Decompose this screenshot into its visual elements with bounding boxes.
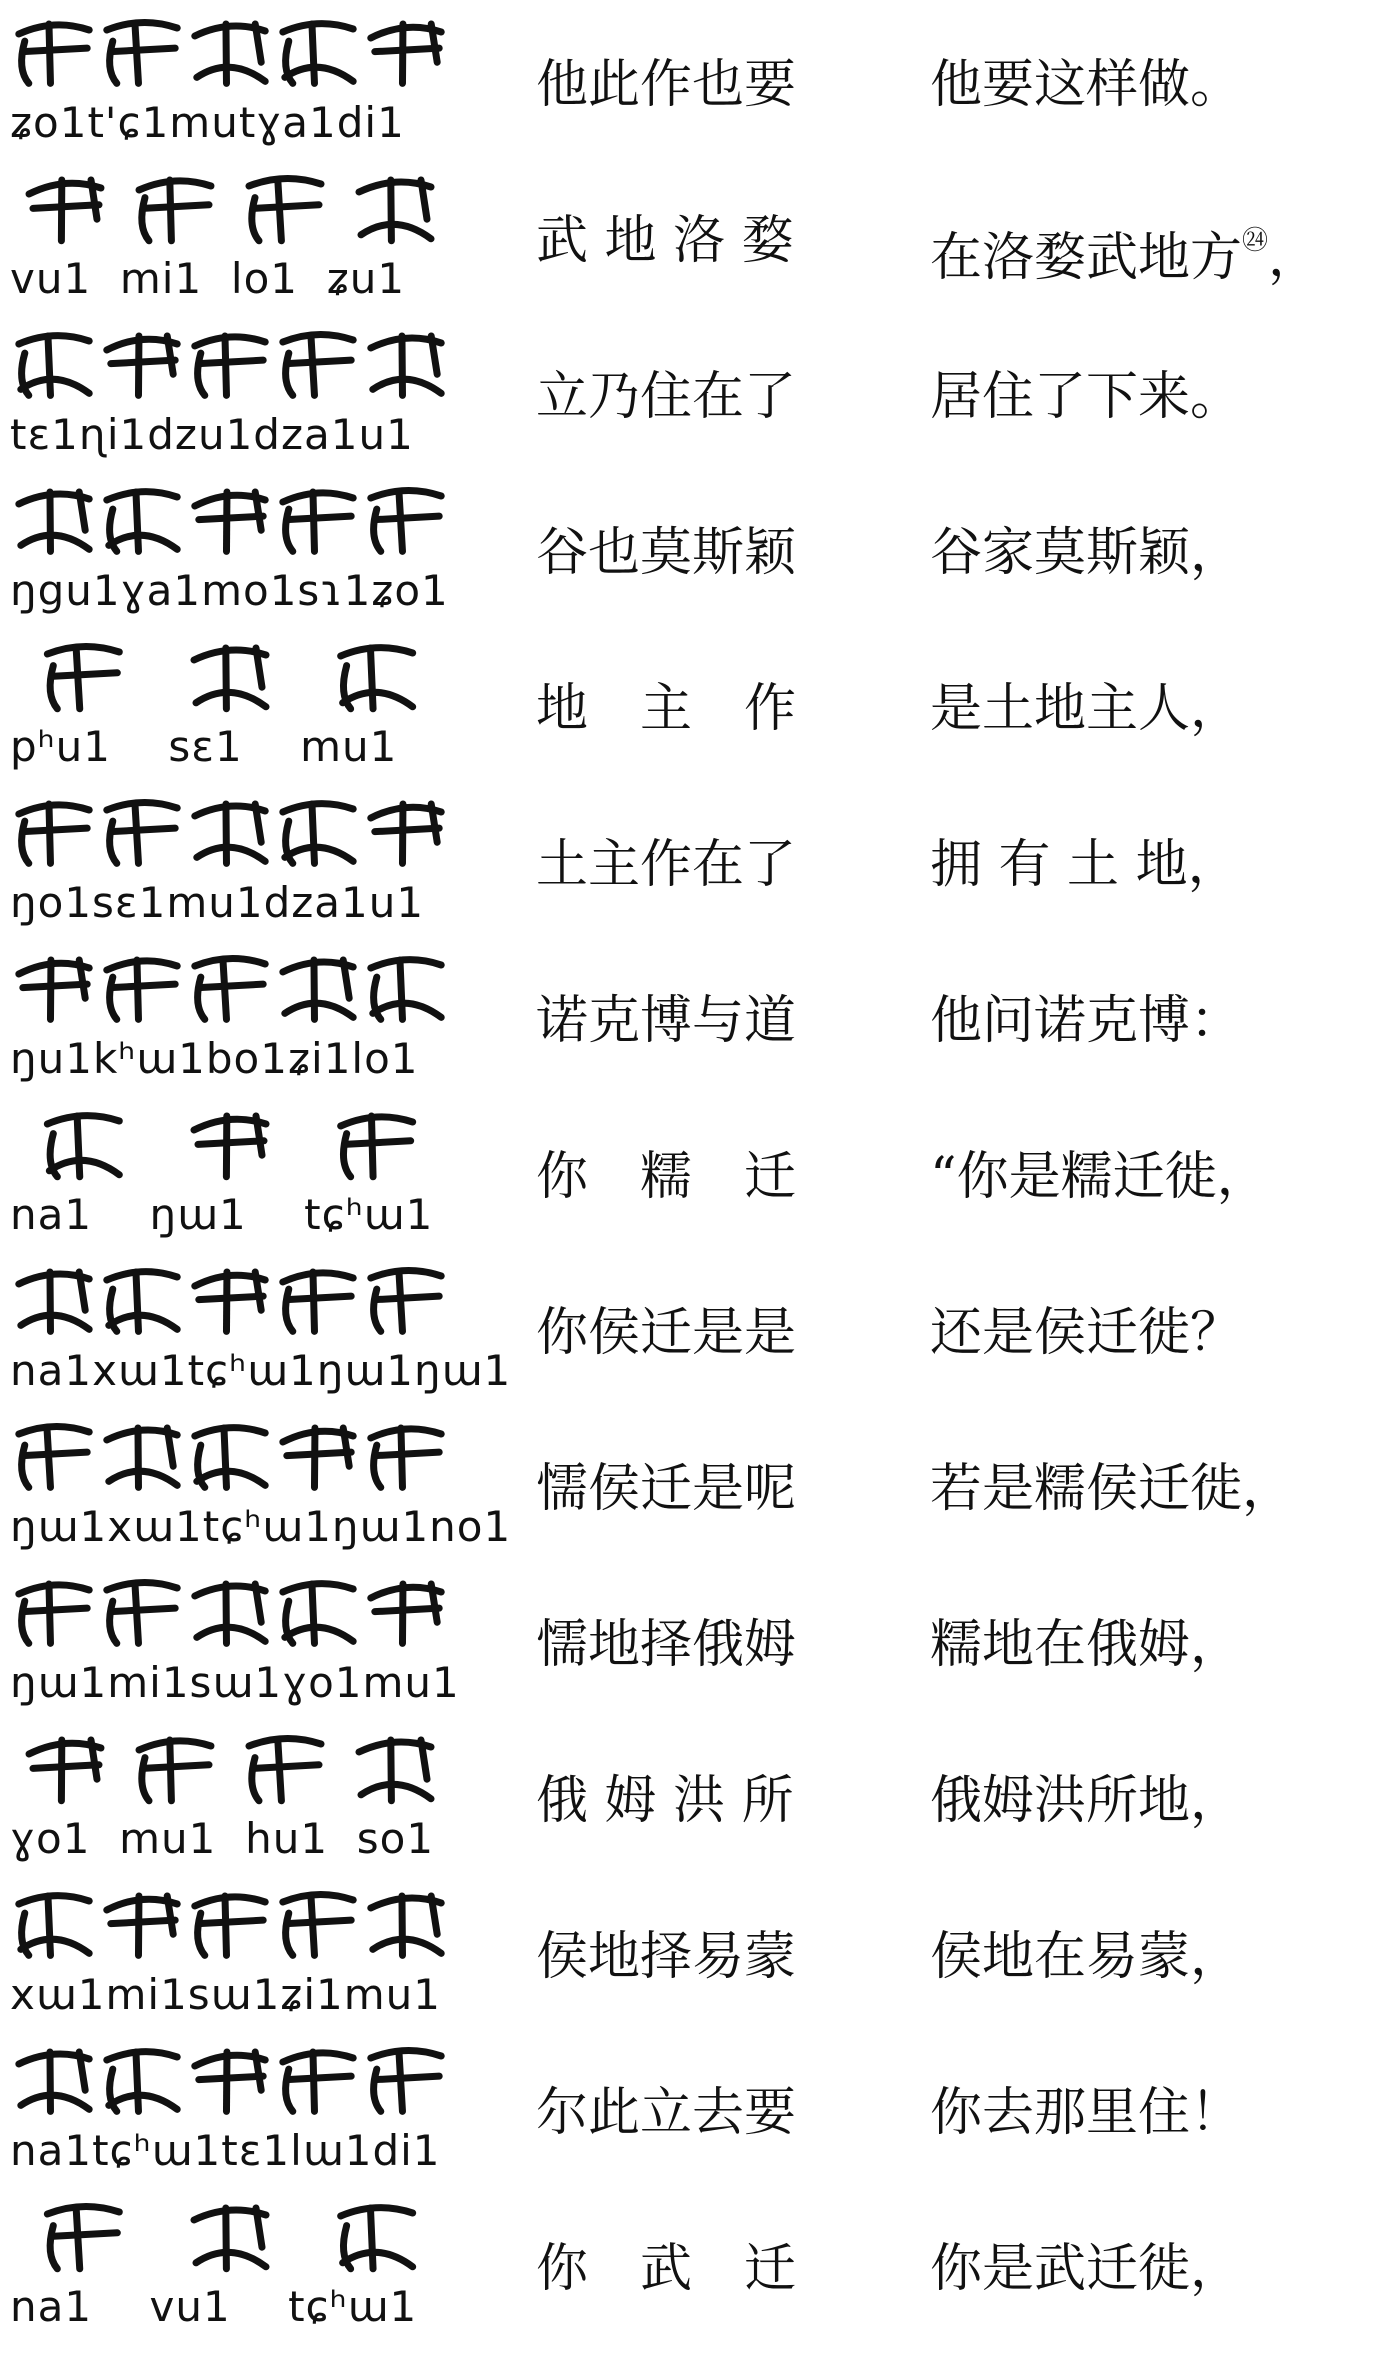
word-gloss: 地 主 作 bbox=[536, 679, 797, 739]
translation-text: 你是武迁徙， bbox=[930, 2239, 1243, 2299]
chinese-translation bbox=[930, 206, 1320, 293]
footnote-marker: ㉔ bbox=[1242, 226, 1269, 256]
text-row bbox=[0, 1570, 1384, 1728]
script-glyph bbox=[371, 1428, 441, 1487]
chinese-translation bbox=[930, 1922, 1242, 1992]
word-gloss: 诺克博与道 bbox=[536, 991, 797, 1051]
chinese-translation bbox=[930, 1454, 1294, 1524]
translation-text: 糯地在俄姆， bbox=[930, 1615, 1243, 1675]
script-glyph bbox=[371, 1584, 441, 1643]
script-glyph bbox=[107, 336, 177, 395]
script-glyph bbox=[249, 178, 321, 240]
word-gloss: 立乃住在了 bbox=[536, 367, 797, 427]
handwritten-script-line bbox=[10, 2040, 450, 2120]
text-row bbox=[0, 1102, 1384, 1260]
script-glyph bbox=[283, 24, 353, 84]
translation-text: 谷家莫斯颖， bbox=[930, 523, 1243, 583]
word-gloss: 你侯迁是是 bbox=[536, 1303, 797, 1363]
script-glyph bbox=[249, 1738, 321, 1800]
word-gloss: 武 地 洛 婺 bbox=[536, 211, 794, 271]
translation-text: 他要这样做。 bbox=[930, 55, 1243, 115]
yi-script-block bbox=[10, 168, 450, 318]
yi-script-block bbox=[10, 12, 450, 162]
yi-script-block bbox=[10, 1416, 512, 1566]
romanized-transcription: ɣo1 mu1 hu1 so1 bbox=[10, 1814, 435, 1863]
script-glyph bbox=[47, 2206, 119, 2268]
script-glyph bbox=[195, 1896, 265, 1955]
yi-script-block bbox=[10, 480, 450, 630]
script-glyph bbox=[195, 958, 265, 1019]
romanized-transcription: na1tɕʰɯ1tɛ1lɯ1di1 bbox=[10, 2126, 441, 2175]
script-glyph bbox=[371, 336, 441, 395]
chinese-translation bbox=[930, 1298, 1242, 1368]
chinese-translation bbox=[930, 830, 1240, 900]
text-row bbox=[0, 634, 1384, 792]
script-glyph bbox=[283, 2052, 353, 2111]
script-glyph bbox=[19, 336, 89, 396]
script-glyph bbox=[283, 960, 353, 1019]
text-row bbox=[0, 322, 1384, 480]
chinese-translation bbox=[930, 986, 1242, 1056]
script-glyph bbox=[47, 646, 119, 708]
romanized-transcription: vu1 mi1 lo1 ʑu1 bbox=[10, 254, 406, 303]
romanized-transcription: ŋɯ1mi1sɯ1ɣo1mu1 bbox=[10, 1658, 460, 1707]
script-glyph bbox=[107, 1582, 177, 1643]
script-glyph bbox=[195, 1428, 265, 1488]
chinese-translation bbox=[930, 1142, 1269, 1212]
translation-text: 若是糯侯迁徙， bbox=[930, 1459, 1295, 1519]
text-row bbox=[0, 1882, 1384, 2040]
word-gloss: 土主作在了 bbox=[536, 835, 797, 895]
script-glyph bbox=[139, 180, 211, 241]
chinese-translation bbox=[930, 1766, 1242, 1836]
yi-script-block bbox=[10, 636, 450, 786]
yi-script-block bbox=[10, 324, 450, 474]
script-glyph bbox=[107, 1896, 177, 1955]
yi-script-block bbox=[10, 2040, 450, 2190]
script-glyph bbox=[283, 492, 353, 551]
script-glyph bbox=[195, 1584, 265, 1643]
romanized-transcription: ŋɯ1xɯ1tɕʰɯ1ŋɯ1no1 bbox=[10, 1502, 512, 1551]
script-glyph bbox=[195, 492, 265, 551]
script-glyph bbox=[283, 1894, 353, 1955]
script-glyph bbox=[29, 180, 101, 241]
script-glyph bbox=[195, 24, 265, 83]
script-glyph bbox=[139, 1740, 211, 1801]
handwritten-script-line bbox=[10, 1260, 450, 1340]
translation-text: “你是糯迁徙， bbox=[930, 1147, 1269, 1207]
text-row bbox=[0, 2194, 1384, 2352]
script-glyph bbox=[194, 648, 266, 709]
script-glyph bbox=[195, 1272, 265, 1331]
chinese-translation bbox=[930, 362, 1242, 432]
handwritten-script-line bbox=[10, 636, 450, 716]
script-glyph bbox=[194, 2208, 266, 2269]
script-glyph bbox=[371, 1896, 441, 1955]
script-glyph bbox=[283, 334, 353, 395]
text-row bbox=[0, 1414, 1384, 1572]
chinese-translation bbox=[930, 674, 1242, 744]
script-glyph bbox=[107, 1428, 177, 1487]
romanized-transcription: ʑo1t'ɕ1mutɣa1di1 bbox=[10, 98, 405, 147]
chinese-translation bbox=[930, 2078, 1242, 2148]
script-glyph bbox=[341, 2208, 413, 2269]
handwritten-script-line bbox=[10, 1884, 450, 1964]
text-row bbox=[0, 166, 1384, 324]
romanized-transcription: pʰu1 sɛ1 mu1 bbox=[10, 722, 398, 771]
word-gloss: 你 糯 迁 bbox=[536, 1147, 797, 1207]
handwritten-script-line bbox=[10, 1416, 450, 1496]
script-glyph bbox=[283, 804, 353, 864]
translation-text: 你去那里住！ bbox=[930, 2083, 1243, 2143]
chinese-translation bbox=[930, 518, 1242, 588]
yi-script-block bbox=[10, 792, 450, 942]
word-gloss: 你 武 迁 bbox=[536, 2239, 797, 2299]
script-glyph bbox=[19, 804, 89, 863]
script-glyph bbox=[107, 802, 177, 863]
script-glyph bbox=[341, 648, 413, 709]
handwritten-script-line bbox=[10, 480, 450, 560]
script-glyph bbox=[107, 960, 177, 1019]
script-glyph bbox=[371, 2050, 441, 2111]
script-glyph bbox=[371, 1270, 441, 1331]
yi-script-block bbox=[10, 1728, 450, 1878]
script-glyph bbox=[107, 1272, 177, 1332]
text-row bbox=[0, 790, 1384, 948]
translation-text: 俄姆洪所地， bbox=[930, 1771, 1243, 1831]
yi-script-block bbox=[10, 1260, 512, 1410]
script-glyph bbox=[107, 2052, 177, 2112]
translation-punctuation: ， bbox=[1268, 228, 1321, 288]
yi-script-block bbox=[10, 1104, 450, 1254]
romanized-transcription: na1xɯ1tɕʰɯ1ŋɯ1ŋɯ1 bbox=[10, 1346, 512, 1395]
text-row bbox=[0, 1258, 1384, 1416]
script-glyph bbox=[283, 1272, 353, 1331]
script-glyph bbox=[341, 1116, 413, 1177]
script-glyph bbox=[283, 1584, 353, 1644]
translation-text: 拥 有 土 地， bbox=[930, 835, 1240, 895]
handwritten-script-line bbox=[10, 1728, 450, 1808]
text-row bbox=[0, 478, 1384, 636]
script-glyph bbox=[371, 960, 441, 1020]
script-glyph bbox=[195, 804, 265, 863]
translation-text: 居住了下来。 bbox=[930, 367, 1243, 427]
chinese-translation bbox=[930, 1610, 1242, 1680]
handwritten-script-line bbox=[10, 1104, 450, 1184]
handwritten-script-line bbox=[10, 1572, 450, 1652]
word-gloss: 尔此立去要 bbox=[536, 2083, 797, 2143]
script-glyph bbox=[19, 24, 89, 83]
script-glyph bbox=[195, 2052, 265, 2111]
text-row bbox=[0, 10, 1384, 168]
script-glyph bbox=[359, 1740, 431, 1801]
handwritten-script-line bbox=[10, 324, 450, 404]
script-glyph bbox=[371, 24, 441, 83]
text-row bbox=[0, 946, 1384, 1104]
word-gloss: 懦侯迁是呢 bbox=[536, 1459, 797, 1519]
text-row bbox=[0, 1726, 1384, 1884]
script-glyph bbox=[19, 492, 89, 551]
handwritten-script-line bbox=[10, 12, 450, 92]
text-row bbox=[0, 2038, 1384, 2196]
script-glyph bbox=[29, 1740, 101, 1801]
script-glyph bbox=[371, 490, 441, 551]
script-glyph bbox=[371, 804, 441, 863]
romanized-transcription: na1 vu1 tɕʰɯ1 bbox=[10, 2282, 418, 2331]
script-glyph bbox=[283, 1428, 353, 1487]
script-glyph bbox=[19, 1272, 89, 1331]
chinese-translation bbox=[930, 50, 1242, 120]
word-gloss: 谷也莫斯颖 bbox=[536, 523, 797, 583]
script-glyph bbox=[19, 1896, 89, 1956]
chinese-translation bbox=[930, 2234, 1242, 2304]
script-glyph bbox=[194, 1116, 266, 1177]
romanized-transcription: na1 ŋɯ1 tɕʰɯ1 bbox=[10, 1190, 434, 1239]
handwritten-script-line bbox=[10, 792, 450, 872]
translation-text: 还是侯迁徙？ bbox=[930, 1303, 1243, 1363]
romanized-transcription: tɛ1ɳi1dzu1dza1u1 bbox=[10, 410, 414, 459]
word-gloss: 他此作也要 bbox=[536, 55, 797, 115]
translation-text: 在洛婺武地方 bbox=[930, 228, 1243, 288]
handwritten-script-line bbox=[10, 2196, 450, 2276]
word-gloss: 俄 姆 洪 所 bbox=[536, 1771, 794, 1831]
script-glyph bbox=[107, 22, 177, 83]
handwritten-script-line bbox=[10, 168, 450, 248]
romanized-transcription: ŋgu1ɣa1mo1sɿ1ʑo1 bbox=[10, 566, 449, 615]
translation-text: 侯地在易蒙， bbox=[930, 1927, 1243, 1987]
yi-script-block bbox=[10, 1572, 460, 1722]
script-glyph bbox=[359, 180, 431, 241]
yi-script-block bbox=[10, 948, 450, 1098]
script-glyph bbox=[19, 960, 89, 1019]
translation-text: 他问诺克博： bbox=[930, 991, 1243, 1051]
script-glyph bbox=[47, 1116, 119, 1177]
romanized-transcription: xɯ1mi1sɯ1ʑi1mu1 bbox=[10, 1970, 442, 2019]
word-gloss: 懦地择俄姆 bbox=[536, 1615, 797, 1675]
script-glyph bbox=[19, 1426, 89, 1487]
yi-script-block bbox=[10, 1884, 450, 2034]
handwritten-script-line bbox=[10, 948, 450, 1028]
translation-text: 是土地主人， bbox=[930, 679, 1243, 739]
romanized-transcription: ŋo1sɛ1mu1dza1u1 bbox=[10, 878, 425, 927]
word-gloss: 侯地择易蒙 bbox=[536, 1927, 797, 1987]
script-glyph bbox=[19, 1584, 89, 1643]
yi-script-block bbox=[10, 2196, 450, 2346]
romanized-transcription: ŋu1kʰɯ1bo1ʑi1lo1 bbox=[10, 1034, 419, 1083]
script-glyph bbox=[195, 336, 265, 395]
script-glyph bbox=[107, 492, 177, 552]
script-glyph bbox=[19, 2052, 89, 2111]
